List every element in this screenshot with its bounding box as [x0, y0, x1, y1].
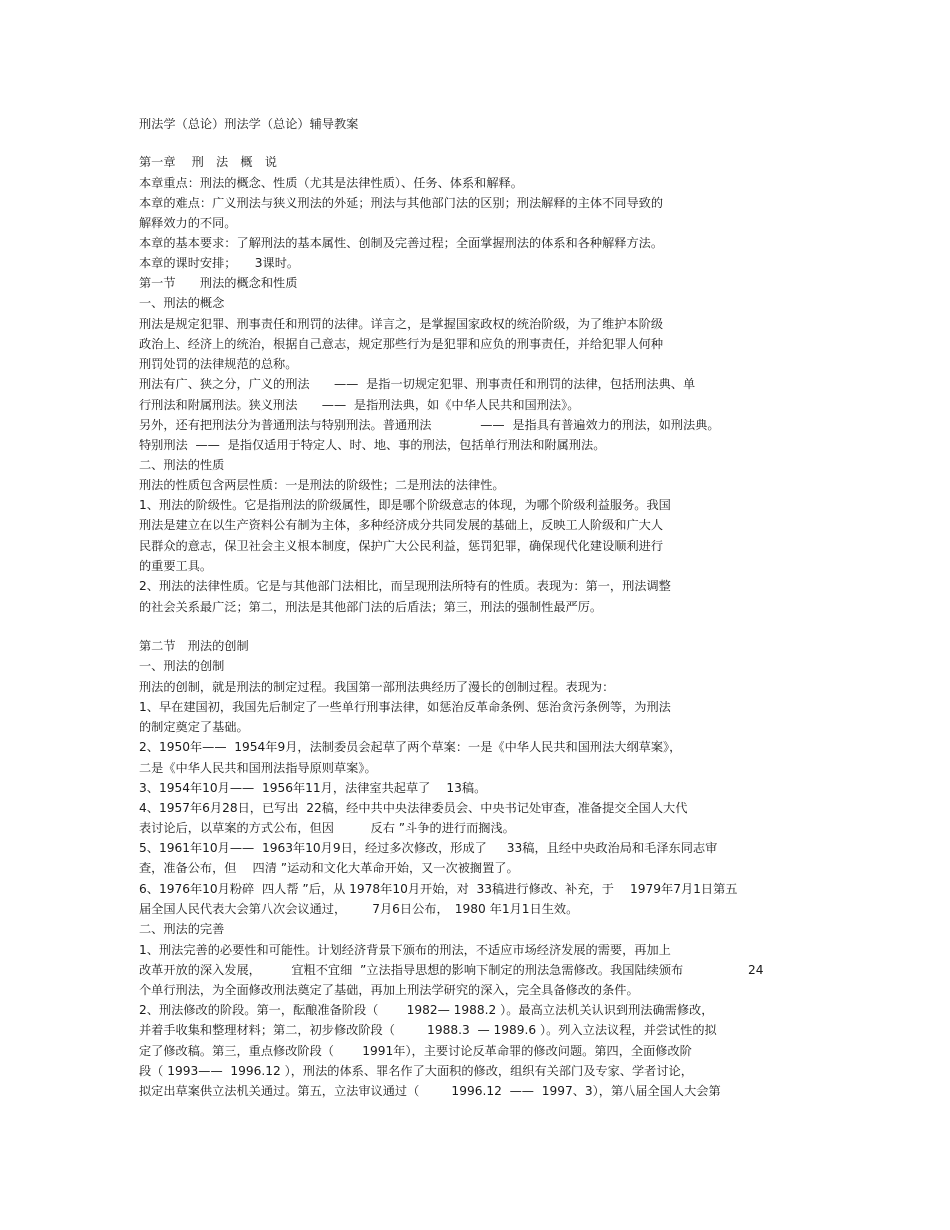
subsection-heading: 一、刑法的创制: [139, 659, 225, 673]
text-line: 刑法的创制，就是刑法的制定过程。我国第一部刑法典经历了漫长的创制过程。表现为：: [139, 680, 615, 694]
text-line: 另外，还有把刑法分为普通刑法与特别刑法。普通刑法 —— 是指具有普遍效力的刑法，如刑法典。: [139, 418, 720, 432]
text-line: 本章的难点：广义刑法与狭义刑法的外延；刑法与其他部门法的区别；刑法解释的主体不同导致的: [139, 196, 664, 210]
text-line: 拟定出草案供立法机关通过。第五，立法审议通过（ 1996.12 —— 1997、3），第八届全国人大会第: [139, 1084, 721, 1098]
text-line: 2、1950年—— 1954年9月，法制委员会起草了两个草案：一是《中华人民共和国刑法大纲草案》，: [139, 740, 682, 754]
text-line: 的重要工具。: [139, 559, 213, 573]
text-line: 刑法是规定犯罪、刑事责任和刑罚的法律。详言之，是掌握国家政权的统治阶级，为了维护本阶级: [139, 317, 664, 331]
text-line: 定了修改稿。第三，重点修改阶段（ 1991年），主要讨论反革命罪的修改问题。第四，全面修改阶: [139, 1044, 692, 1058]
text-line: 的社会关系最广泛；第二，刑法是其他部门法的后盾法；第三，刑法的强制性最严厉。: [139, 600, 603, 614]
section-heading: 第二节 刑法的创制: [139, 639, 249, 653]
section-heading: 第一节 刑法的概念和性质: [139, 276, 298, 290]
text-line: 3、1954年10月—— 1956年11月，法律室共起草了 13稿。: [139, 781, 487, 795]
text-line: 1、早在建国初，我国先后制定了一些单行刑事法律，如惩治反革命条例、惩治贪污条例等，为刑法: [139, 700, 671, 714]
text-line: 并着手收集和整理材料；第二，初步修改阶段（ 1988.3 — 1989.6 ）。列入立法议程，并尝试性的拟: [139, 1023, 717, 1037]
text-line: 刑法的性质包含两层性质：一是刑法的阶级性；二是刑法的法律性。: [139, 478, 505, 492]
subsection-heading: 二、刑法的完善: [139, 922, 225, 936]
text-line: 民群众的意志，保卫社会主义根本制度，保护广大公民利益，惩罚犯罪，确保现代化建设顺利进行: [139, 539, 664, 553]
text-line: 政治上、经济上的统治，根据自己意志，规定那些行为是犯罪和应负的刑事责任，并给犯罪人何种: [139, 337, 664, 351]
text-line: 二是《中华人民共和国刑法指导原则草案》。: [139, 761, 377, 775]
document-title: 刑法学（总论）刑法学（总论）辅导教案: [139, 117, 359, 131]
text-line: 解释效力的不同。: [139, 216, 237, 230]
text-line: 改革开放的深入发展， 宜粗不宜细 ”立法指导思想的影响下制定的刑法急需修改。我国陆续颁布 24: [139, 963, 764, 977]
text-line: 本章重点：刑法的概念、性质（尤其是法律性质）、任务、体系和解释。: [139, 176, 523, 190]
text-line: 1、刑法完善的必要性和可能性。计划经济背景下颁布的刑法，不适应市场经济发展的需要，再加上: [139, 943, 671, 957]
text-line: 5、1961年10月—— 1963年10月9日，经过多次修改，形成了 33稿，且经中央政治局和毛泽东同志审: [139, 841, 718, 855]
text-line: 特别刑法 —— 是指仅适用于特定人、时、地、事的刑法，包括单行刑法和附属刑法。: [139, 438, 606, 452]
text-line: 2、刑法修改的阶段。第一，酝酿准备阶段（ 1982— 1988.2 ）。最高立法机关认识到刑法确需修改，: [139, 1003, 714, 1017]
text-line: 本章的基本要求：了解刑法的基本属性、创制及完善过程；全面掌握刑法的体系和各种解释方法。: [139, 236, 664, 250]
text-line: 刑罚处罚的法律规范的总称。: [139, 357, 298, 371]
text-line: 的制定奠定了基础。: [139, 720, 249, 734]
subsection-heading: 二、刑法的性质: [139, 458, 225, 472]
chapter-heading: 第一章 刑 法 概 说: [139, 155, 277, 169]
text-line: 个单行刑法，为全面修改刑法奠定了基础，再加上刑法学研究的深入，完全具备修改的条件。: [139, 983, 639, 997]
subsection-heading: 一、刑法的概念: [139, 296, 225, 310]
text-line: 4、1957年6月28日，已写出 22稿，经中共中央法律委员会、中央书记处审查，准备提交全国人大代: [139, 801, 688, 815]
text-line: 本章的课时安排； 3课时。: [139, 256, 300, 270]
text-line: 2、刑法的法律性质。它是与其他部门法相比，而呈现刑法所特有的性质。表现为：第一，刑法调整: [139, 579, 671, 593]
text-line: 刑法有广、狭之分，广义的刑法 —— 是指一切规定犯罪、刑事责任和刑罚的法律，包括刑法典、单: [139, 377, 696, 391]
text-line: 查，准备公布，但 四清 ”运动和文化大革命开始，又一次被搁置了。: [139, 861, 519, 875]
text-line: 表讨论后，以草案的方式公布，但因 反右 ”斗争的进行而搁浅。: [139, 821, 515, 835]
text-line: 6、1976年10月粉碎 四人帮 ”后，从 1978年10月开始，对 33稿进行修改、补充，于 1979年7月1日第五: [139, 882, 738, 896]
text-line: 1、刑法的阶级性。它是指刑法的阶级属性，即是哪个阶级意志的体现，为哪个阶级利益服务。我国: [139, 498, 671, 512]
text-line: 行刑法和附属刑法。狭义刑法 —— 是指刑法典，如《中华人民共和国刑法》。: [139, 398, 580, 412]
text-line: 届全国人民代表大会第八次会议通过， 7月6日公布， 1980 年1月1日生效。: [139, 902, 579, 916]
text-line: 刑法是建立在以生产资料公有制为主体，多种经济成分共同发展的基础上，反映工人阶级和广大人: [139, 518, 664, 532]
text-line: 段（ 1993—— 1996.12 ），刑法的体系、罪名作了大面积的修改，组织有关部门及专家、学者讨论，: [139, 1064, 693, 1078]
